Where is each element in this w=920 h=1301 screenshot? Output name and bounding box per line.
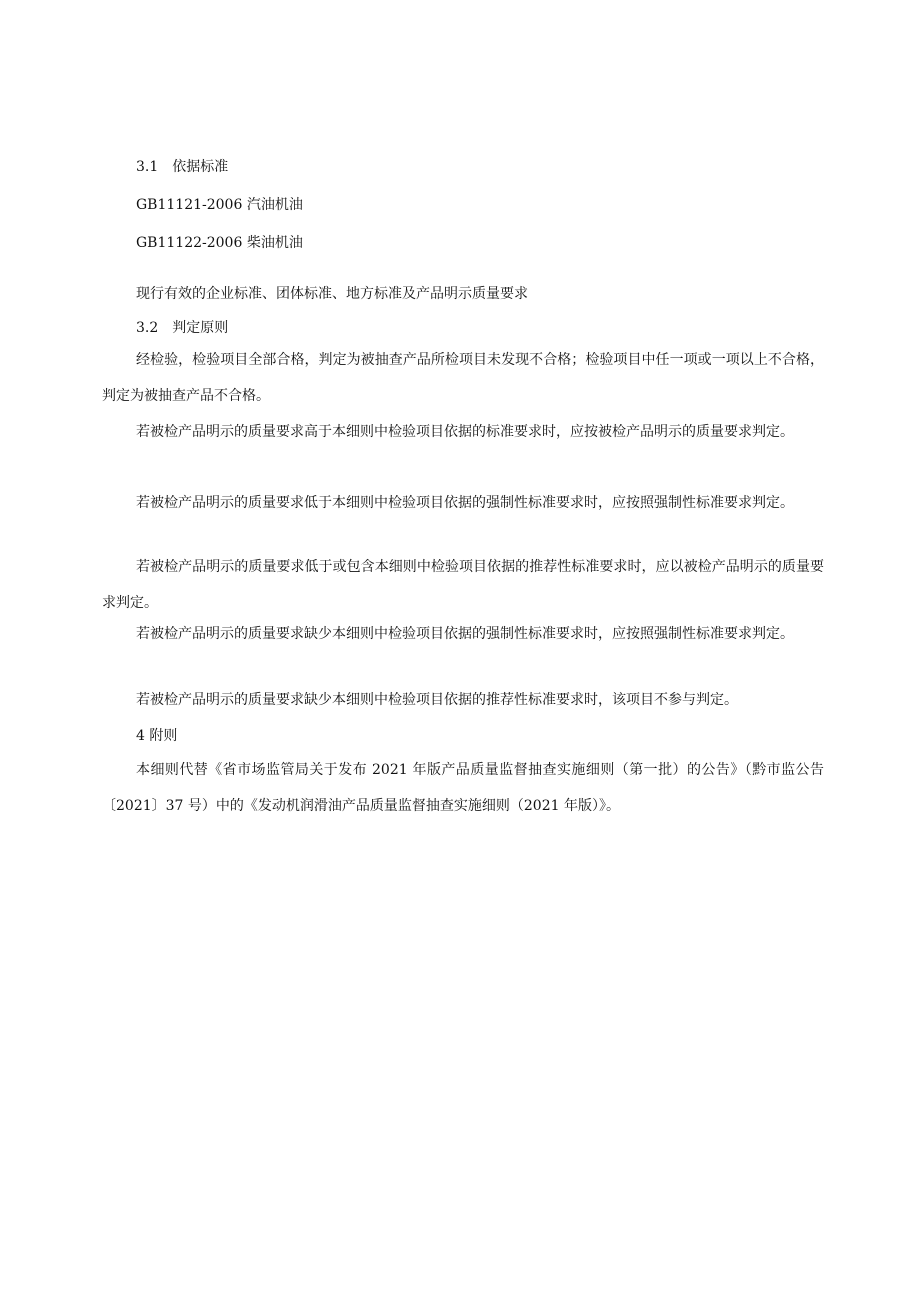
judgement-paragraph: 若被检产品明示的质量要求低于或包含本细则中检验项目依据的推荐性标准要求时，应以被检产品明示的质量要求判定。 xyxy=(102,559,824,611)
appendix-paragraph: 本细则代替《省市场监管局关于发布 2021 年版产品质量监督抽查实施细则（第一批）的公告》（黔市监公告〔2021〕37 号）中的《发动机润滑油产品质量监督抽查实施细则（2021 年版）》。 xyxy=(102,762,824,814)
standards-note: 现行有效的企业标准、团体标准、地方标准及产品明示质量要求 xyxy=(136,286,528,302)
judgement-paragraph: 若被检产品明示的质量要求缺少本细则中检验项目依据的强制性标准要求时，应按照强制性标准要求判定。 xyxy=(136,626,794,642)
judgement-paragraph: 经检验，检验项目全部合格，判定为被抽查产品所检项目未发现不合格；检验项目中任一项或一项以上不合格，判定为被抽查产品不合格。 xyxy=(102,352,824,404)
judgement-paragraph: 若被检产品明示的质量要求低于本细则中检验项目依据的强制性标准要求时，应按照强制性标准要求判定。 xyxy=(136,495,794,511)
section-3-2-heading: 3.2 判定原则 xyxy=(136,320,229,336)
standard-item: GB11121-2006 汽油机油 xyxy=(136,197,303,213)
standard-item: GB11122-2006 柴油机油 xyxy=(136,235,303,251)
section-4-heading: 4 附则 xyxy=(136,728,178,744)
judgement-paragraph: 若被检产品明示的质量要求缺少本细则中检验项目依据的推荐性标准要求时，该项目不参与判定。 xyxy=(136,692,738,708)
judgement-paragraph: 若被检产品明示的质量要求高于本细则中检验项目依据的标准要求时，应按被检产品明示的质量要求判定。 xyxy=(136,424,794,440)
section-3-1-heading: 3.1 依据标准 xyxy=(136,159,229,175)
